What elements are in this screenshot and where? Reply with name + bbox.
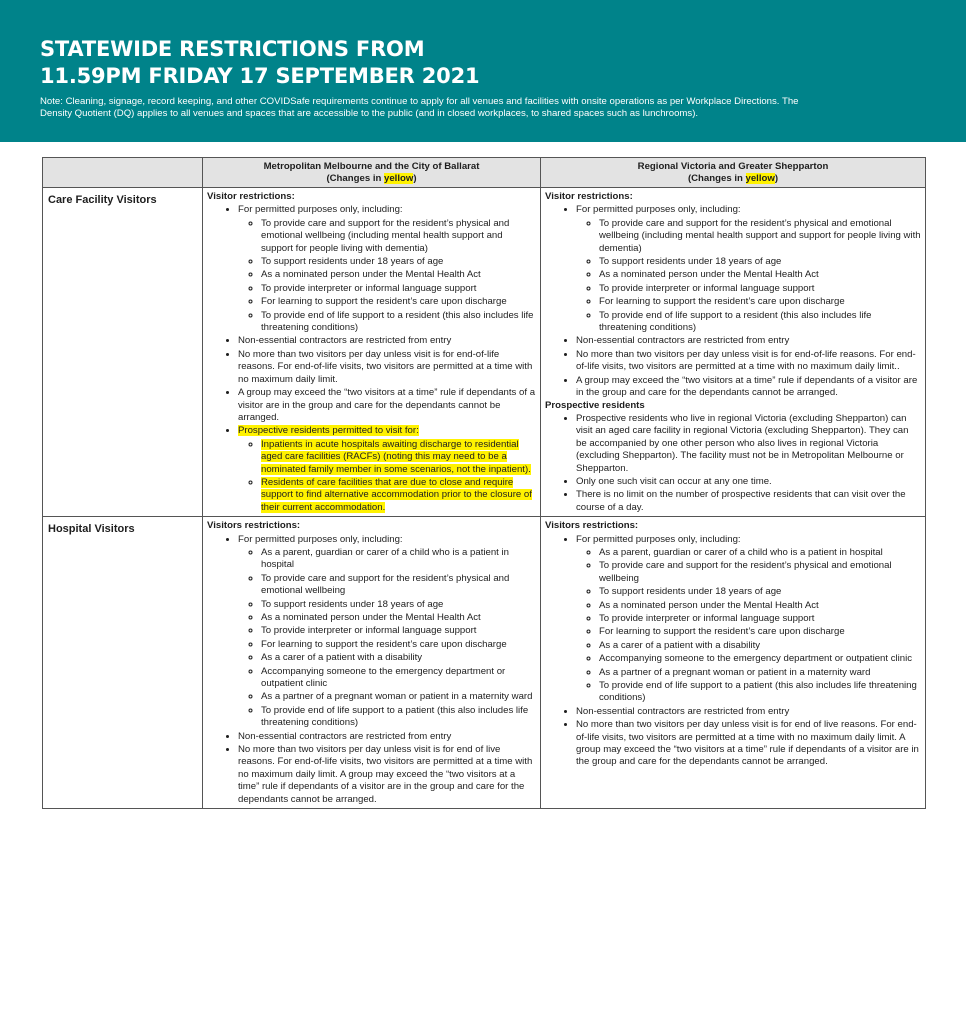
list-item-text: As a nominated person under the Mental Health Act xyxy=(599,599,819,611)
list-item-text: Residents of care facilities that are due to close and require support to find alternative accommodation prior to the closure of their current accommodation. xyxy=(261,476,532,513)
restrictions-table xyxy=(42,157,926,809)
sub-list-item xyxy=(261,611,536,624)
sub-list-item xyxy=(261,638,536,651)
sub-list-item xyxy=(599,666,921,679)
list-item-text: To provide care and support for the resident’s physical and emotional wellbeing (including mental health support and support for people living with dementia) xyxy=(261,217,510,254)
page-title-line-1: STATEWIDE RESTRICTIONS FROM xyxy=(40,37,425,61)
sub-list-item xyxy=(599,585,921,598)
list-item-text: To provide care and support for the resident’s physical and emotional wellbeing (including mental health support and support for people living with dementia) xyxy=(599,217,921,254)
list-item-text: For permitted purposes only, including: xyxy=(576,204,741,216)
list-item-text: To provide interpreter or informal language support xyxy=(599,282,815,294)
list-item-text: Non-essential contractors are restricted from entry xyxy=(238,335,452,347)
section-title: Prospective residents xyxy=(545,399,645,411)
sub-bullet-list xyxy=(238,546,536,730)
sub-list-item xyxy=(261,476,536,514)
sub-list-item xyxy=(599,282,921,295)
list-item xyxy=(576,374,921,400)
sub-list-item xyxy=(599,559,921,585)
column-changes-note xyxy=(207,173,536,185)
list-item-text: To provide end of life support to a patient (this also includes life threatening conditions) xyxy=(599,680,917,704)
list-item-text: Prospective residents who live in regional Victoria (excluding Shepparton) can visit an aged care facility in regional Victoria (excluding Shepparton). They can be accompanied by one other person who also lives in regional Victoria (excluding Shepparton). The facility must not be in Metropolitan Melbourne or Shepparton. xyxy=(576,412,909,474)
list-item-text: As a parent, guardian or carer of a child who is a patient in hospital xyxy=(261,546,509,571)
table-header-row xyxy=(43,158,926,188)
list-item xyxy=(576,348,921,374)
list-item-text: As a parent, guardian or carer of a child who is a patient in hospital xyxy=(599,546,883,558)
sub-list-item xyxy=(261,217,536,255)
sub-list-item xyxy=(261,598,536,611)
sub-bullet-list xyxy=(576,546,921,705)
sub-list-item xyxy=(261,704,536,730)
list-item-text: Non-essential contractors are restricted from entry xyxy=(576,335,790,347)
page-title xyxy=(40,36,920,90)
sub-list-item xyxy=(599,217,921,255)
list-item-text: Only one such visit can occur at any one time. xyxy=(576,475,772,487)
sub-list-item xyxy=(261,546,536,572)
sub-bullet-list xyxy=(576,217,921,335)
list-item-text: To support residents under 18 years of age xyxy=(261,598,444,610)
list-item-text: No more than two visitors per day unless visit is for end of live reasons. For end-of-life visits, two visitors are permitted at a time with no maximum daily limit. A group may exceed the “two visitors at a time” rule if dependants of a visitor are in the group and care for the dependants cannot be arranged. xyxy=(238,744,533,805)
changes-suffix: ) xyxy=(774,173,779,184)
list-item-text: To support residents under 18 years of age xyxy=(599,586,782,598)
list-item-text: To provide end of life support to a resident (this also includes life threatening conditions) xyxy=(261,309,534,334)
sub-list-item xyxy=(599,639,921,652)
section-title: Visitor restrictions: xyxy=(545,191,633,202)
list-item xyxy=(238,334,536,347)
table-row xyxy=(43,517,926,809)
sub-list-item xyxy=(261,282,536,295)
list-item-text: No more than two visitors per day unless visit is for end of live reasons. For end-of-life visits, two visitors are permitted at a time with no maximum daily limit. A group may exceed the “two visitors at a time” rule if dependants of a visitor are in the group and care for the dependants cannot be arranged. xyxy=(576,719,919,768)
list-item-text: A group may exceed the “two visitors at a time” rule if dependants of a visitor are in the group and care for the dependants cannot be arranged. xyxy=(238,387,536,423)
list-item-text: To provide end of life support to a resident (this also includes life threatening conditions) xyxy=(599,309,872,334)
list-item-text: Non-essential contractors are restricted from entry xyxy=(238,730,452,742)
list-item-text: As a partner of a pregnant woman or patient in a maternity ward xyxy=(261,691,533,703)
list-item-text: To provide interpreter or informal language support xyxy=(261,282,477,294)
changes-prefix: (Changes in xyxy=(687,173,746,184)
list-item-text: For learning to support the resident’s care upon discharge xyxy=(261,296,507,308)
list-item-text: Accompanying someone to the emergency department or outpatient clinic xyxy=(599,653,913,665)
sub-bullet-list xyxy=(238,217,536,335)
list-item-text: For learning to support the resident’s care upon discharge xyxy=(261,638,507,650)
changes-suffix: ) xyxy=(413,173,417,184)
cell-content xyxy=(541,188,926,517)
sub-list-item xyxy=(261,438,536,476)
list-item-text: For learning to support the resident’s care upon discharge xyxy=(599,296,845,308)
list-item-text: Prospective residents permitted to visit for: xyxy=(238,425,419,437)
list-item-text: No more than two visitors per day unless visit is for end-of-life reasons. For end-of-life visits, two visitors are permitted at a time with no maximum daily limit.. xyxy=(576,348,916,373)
header-cell-regional xyxy=(541,158,926,188)
header-cell-metro xyxy=(203,158,541,188)
cell-content xyxy=(203,517,541,809)
list-item-text: As a nominated person under the Mental Health Act xyxy=(261,269,481,281)
list-item xyxy=(576,705,921,718)
sub-list-item xyxy=(599,625,921,638)
header-cell-blank xyxy=(43,158,203,188)
sub-list-item xyxy=(261,651,536,664)
list-item xyxy=(576,533,921,705)
sub-list-item xyxy=(599,652,921,665)
list-item-text: As a nominated person under the Mental Health Act xyxy=(599,269,819,281)
list-item xyxy=(238,386,536,424)
sub-list-item xyxy=(261,295,536,308)
sub-list-item xyxy=(261,572,536,598)
bullet-list xyxy=(207,533,536,807)
page-title-line-2: 11.59PM FRIDAY 17 SEPTEMBER 2021 xyxy=(40,64,480,88)
column-title: Metropolitan Melbourne and the City of Ballarat xyxy=(263,161,480,172)
list-item-text: There is no limit on the number of prospective residents that can visit over the course of a day. xyxy=(576,489,906,513)
list-item-text: Inpatients in acute hospitals awaiting discharge to residential aged care facilities (RACFs) (noting this may need to be a nominated family member in some scenarios, not the inpatient). xyxy=(261,438,531,475)
sub-list-item xyxy=(599,309,921,335)
section-title: Visitors restrictions: xyxy=(545,520,639,532)
list-item xyxy=(238,424,536,514)
bullet-list xyxy=(545,203,921,399)
sub-bullet-list xyxy=(238,438,536,514)
list-item-text: For learning to support the resident’s care upon discharge xyxy=(599,626,845,638)
sub-list-item xyxy=(261,255,536,268)
column-title: Regional Victoria and Greater Shepparton xyxy=(637,161,829,172)
list-item xyxy=(238,348,536,386)
header-note: Note: Cleaning, signage, record keeping, and other COVIDSafe requirements continue to apply for all venues and facilities with onsite operations as per Workplace Directions. The Density Quotient (DQ) applies to all venues and spaces that are accessible to the public (and in closed workplaces, to shared spaces such as lunchrooms). xyxy=(40,96,799,119)
changes-prefix: (Changes in xyxy=(326,173,385,184)
list-item xyxy=(576,203,921,334)
list-item-text: To support residents under 18 years of age xyxy=(599,256,782,268)
cell-content xyxy=(541,517,926,809)
list-item xyxy=(576,475,921,488)
list-item xyxy=(576,718,921,769)
sub-list-item xyxy=(599,268,921,281)
list-item-text: As a carer of a patient with a disability xyxy=(599,639,761,651)
list-item-text: To provide end of life support to a patient (this also includes life threatening conditions) xyxy=(261,704,529,729)
list-item-text: Accompanying someone to the emergency department or outpatient clinic xyxy=(261,665,506,690)
list-item xyxy=(238,533,536,730)
column-changes-note xyxy=(545,173,921,185)
table-row xyxy=(43,188,926,517)
bullet-list xyxy=(545,533,921,769)
section-title: Visitors restrictions: xyxy=(207,520,301,532)
list-item-text: For permitted purposes only, including: xyxy=(238,533,403,545)
list-item xyxy=(576,412,921,475)
list-item xyxy=(576,334,921,347)
sub-list-item xyxy=(599,599,921,612)
list-item-text: To provide interpreter or informal language support xyxy=(599,613,815,624)
list-item xyxy=(238,203,536,334)
sub-list-item xyxy=(599,612,921,625)
sub-list-item xyxy=(261,624,536,637)
list-item xyxy=(238,743,536,806)
sub-list-item xyxy=(599,546,921,559)
section-title: Visitor restrictions: xyxy=(207,191,295,202)
list-item-text: Non-essential contractors are restricted from entry xyxy=(576,705,790,717)
list-item xyxy=(576,488,921,514)
list-item xyxy=(238,730,536,743)
row-label: Hospital Visitors xyxy=(43,517,203,809)
list-item-text: As a nominated person under the Mental Health Act xyxy=(261,612,481,623)
row-label: Care Facility Visitors xyxy=(43,188,203,517)
sub-list-item xyxy=(599,295,921,308)
changes-highlight-word: yellow xyxy=(384,173,414,184)
sub-list-item xyxy=(261,665,536,691)
list-item-text: As a carer of a patient with a disability xyxy=(261,652,423,664)
list-item-text: No more than two visitors per day unless visit is for end-of-life reasons. For end-of-life visits, two visitors are permitted at a time with no maximum daily limit. xyxy=(238,348,533,385)
sub-list-item xyxy=(261,268,536,281)
bullet-list xyxy=(545,412,921,514)
cell-content xyxy=(203,188,541,517)
changes-highlight-word: yellow xyxy=(745,173,775,184)
list-item-text: For permitted purposes only, including: xyxy=(238,204,403,216)
sub-list-item xyxy=(599,679,921,705)
sub-list-item xyxy=(599,255,921,268)
header-banner xyxy=(0,0,966,142)
bullet-list xyxy=(207,203,536,514)
list-item-text: To provide care and support for the resident’s physical and emotional wellbeing xyxy=(261,572,510,597)
list-item-text: As a partner of a pregnant woman or patient in a maternity ward xyxy=(599,666,871,678)
sub-list-item xyxy=(261,309,536,335)
list-item-text: To support residents under 18 years of age xyxy=(261,256,444,268)
list-item-text: To provide interpreter or informal language support xyxy=(261,625,477,637)
list-item-text: For permitted purposes only, including: xyxy=(576,533,741,545)
list-item-text: A group may exceed the “two visitors at a time” rule if dependants of a visitor are in the group and care for the dependants cannot be arranged. xyxy=(576,374,918,399)
sub-list-item xyxy=(261,690,536,703)
list-item-text: To provide care and support for the resident’s physical and emotional wellbeing xyxy=(599,560,892,584)
